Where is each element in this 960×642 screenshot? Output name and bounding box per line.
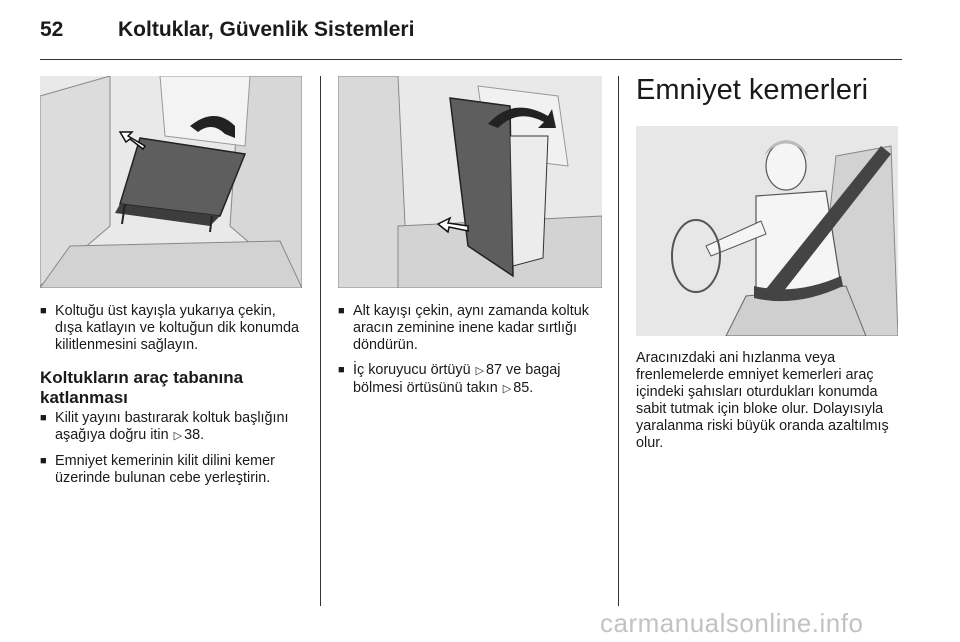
- square-bullet-icon: ■: [338, 364, 345, 376]
- body-paragraph: Aracınızdaki ani hızlanma veya frenlemelerde emniyet kemerleri araç içindeki şahısları oturdukları konumda sabit tutmak için bloke olur. Dolayısıyla yaralanma riski büyük oranda azaltılmış olur.: [636, 350, 889, 451]
- subheading: Koltukların araç tabanına katlanması: [40, 368, 244, 407]
- header-rule: [40, 59, 902, 60]
- backrest-rotate-illustration: [338, 76, 602, 288]
- chapter-title: Koltuklar, Güvenlik Sistemleri: [118, 18, 415, 41]
- triangle-reference-icon[interactable]: ▷: [173, 430, 183, 442]
- page-reference[interactable]: 85.: [513, 380, 534, 396]
- bullet-item: [338, 303, 606, 354]
- square-bullet-icon: ■: [40, 455, 47, 467]
- page-number: 52: [40, 18, 64, 41]
- seat-belt-illustration: [636, 126, 898, 336]
- seat-fold-illustration: [40, 76, 302, 288]
- bullet-text: Koltuğu üst kayışla yukarıya çekin, dışa katlayın ve koltuğun dik konumda kilitlenmesini sağlayın.: [55, 303, 299, 353]
- page-reference[interactable]: 87 ve bagaj bölmesi örtüsünü takın: [353, 362, 561, 396]
- section-title: Emniyet kemerleri: [636, 74, 869, 106]
- bullet-text: Alt kayışı çekin, aynı zamanda koltuk aracın zeminine inene kadar sırtlığı döndürün.: [353, 303, 589, 353]
- bullet-text: Kilit yayını bastırarak koltuk başlığını aşağıya doğru itin: [55, 410, 289, 443]
- bullet-item: [40, 453, 305, 487]
- column-1-text: [40, 303, 305, 495]
- bullet-text: Emniyet kemerinin kilit dilini kemer üzerinde bulunan cebe yerleştirin.: [55, 453, 275, 486]
- column-2-text: [338, 303, 606, 406]
- square-bullet-icon: ■: [40, 412, 47, 424]
- watermark: carmanualsonline.info: [600, 608, 864, 638]
- triangle-reference-icon[interactable]: ▷: [475, 365, 485, 377]
- bullet-item: [40, 410, 305, 445]
- column-divider-right: [618, 76, 619, 606]
- bullet-text: İç koruyucu örtüyü: [353, 362, 471, 378]
- triangle-reference-icon[interactable]: ▷: [502, 383, 512, 395]
- bullet-item: [40, 303, 305, 354]
- square-bullet-icon: ■: [40, 305, 47, 317]
- square-bullet-icon: ■: [338, 305, 345, 317]
- page-header: [40, 18, 902, 62]
- column-divider-left: [320, 76, 321, 606]
- bullet-item: [338, 362, 606, 398]
- page-reference[interactable]: 38.: [184, 427, 205, 443]
